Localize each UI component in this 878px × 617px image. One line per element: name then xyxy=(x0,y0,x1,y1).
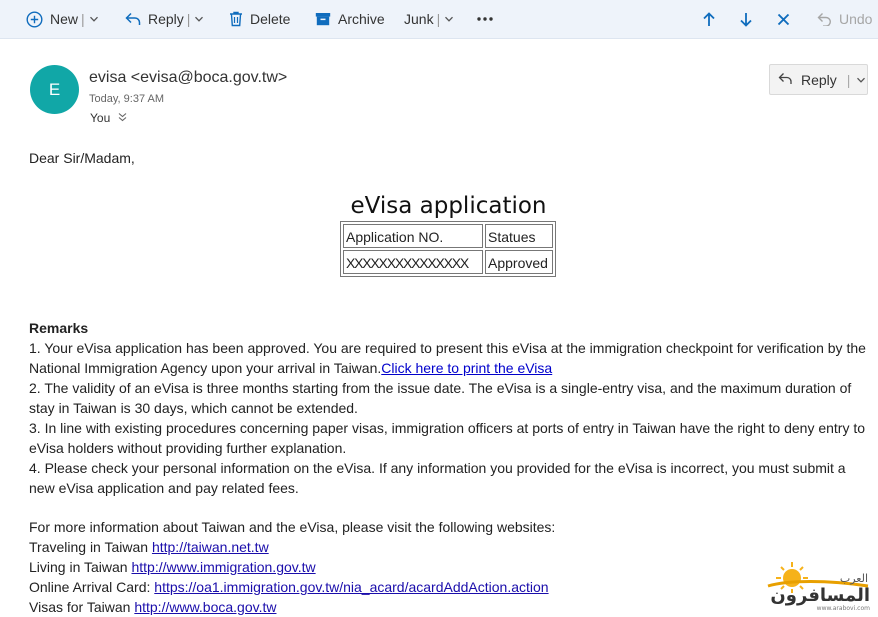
remarks-section xyxy=(29,318,869,498)
chevron-down-icon[interactable] xyxy=(194,14,204,24)
reply-button-label: Reply xyxy=(801,71,837,88)
table-header-row xyxy=(343,224,553,248)
evisa-title: eVisa application xyxy=(350,193,547,219)
remark-item: 2. The validity of an eVisa is three months starting from the issue date. The eVisa is a single-entry visa, and the maximum duration of stay in Taiwan is 30 days, which cannot be extended. xyxy=(29,380,852,416)
junk-label: Junk xyxy=(404,11,434,27)
remark-item xyxy=(29,338,869,378)
close-icon xyxy=(777,13,790,26)
new-button[interactable] xyxy=(26,0,99,38)
archive-label: Archive xyxy=(338,11,385,27)
more-actions-button[interactable] xyxy=(477,0,493,38)
status-value: Approved xyxy=(485,250,553,274)
application-status-table xyxy=(340,221,556,277)
divider: | xyxy=(186,11,191,27)
chevron-down-icon[interactable] xyxy=(444,14,454,24)
message-timestamp: Today, 9:37 AM xyxy=(89,93,165,105)
link-row xyxy=(29,537,869,557)
archive-button[interactable] xyxy=(315,0,385,38)
recipient-name: You xyxy=(90,111,111,125)
reply-arrow-icon xyxy=(778,72,793,88)
trash-icon xyxy=(229,11,243,27)
arrow-down-icon xyxy=(739,12,753,27)
watermark-logo xyxy=(764,556,874,612)
immigration-link[interactable]: http://www.immigration.gov.tw xyxy=(131,559,316,575)
divider: | xyxy=(846,71,851,88)
print-evisa-link[interactable]: Click here to print the eVisa xyxy=(381,360,553,376)
application-number-redacted: XXXXXXXXXXXXXXX xyxy=(343,250,483,274)
remark-1-text: 1. Your eVisa application has been approved. You are required to present this eVisa at the immigration checkpoint for verification by the National Immigration Agency upon your arrival in Taiwan. xyxy=(29,340,866,376)
link-label: Visas for Taiwan xyxy=(29,599,135,615)
undo-icon xyxy=(817,12,832,26)
reply-button[interactable] xyxy=(769,64,868,95)
new-label: New xyxy=(50,11,79,27)
more-info-section xyxy=(29,517,869,617)
ellipsis-icon xyxy=(477,17,493,21)
greeting: Dear Sir/Madam, xyxy=(29,150,135,166)
reply-toolbar-button[interactable] xyxy=(125,0,204,38)
link-label: Living in Taiwan xyxy=(29,559,132,575)
delete-label: Delete xyxy=(250,11,291,27)
header-application-no: Application NO. xyxy=(343,224,483,248)
reply-label: Reply xyxy=(148,11,184,27)
watermark-text-main: المسافرون xyxy=(770,585,870,606)
boca-link[interactable]: http://www.boca.gov.tw xyxy=(134,599,277,615)
previous-message-button[interactable] xyxy=(702,0,716,38)
remark-item: 4. Please check your personal information on the eVisa. If any information you provided for the eVisa is incorrect, you must submit a new eVisa application and pay related fees. xyxy=(29,460,846,496)
link-row xyxy=(29,597,869,617)
sun-logo-icon xyxy=(764,556,874,612)
reply-arrow-icon xyxy=(125,12,141,26)
close-button[interactable] xyxy=(777,0,790,38)
junk-button[interactable] xyxy=(404,0,454,38)
delete-button[interactable] xyxy=(229,0,290,38)
arrival-card-link[interactable]: https://oa1.immigration.gov.tw/nia_acard/acardAddAction.action xyxy=(154,579,549,595)
more-info-text: For more information about Taiwan and the eVisa, please visit the following websites: xyxy=(29,519,556,535)
next-message-button[interactable] xyxy=(739,0,753,38)
undo-label: Undo xyxy=(839,11,873,27)
expand-chevron-icon[interactable] xyxy=(110,111,127,125)
link-row xyxy=(29,577,869,597)
remarks-title: Remarks xyxy=(29,320,89,336)
watermark-url: www.arabovi.com xyxy=(816,605,870,612)
undo-button[interactable] xyxy=(817,0,872,38)
plus-circle-icon xyxy=(26,11,43,28)
link-row xyxy=(29,557,869,577)
header-status: Statues xyxy=(485,224,553,248)
command-bar xyxy=(0,0,878,39)
recipients-row[interactable] xyxy=(90,111,127,125)
watermark-text-top: العرب xyxy=(839,572,868,585)
link-label: Traveling in Taiwan xyxy=(29,539,152,555)
remark-item: 3. In line with existing procedures concerning paper visas, immigration officers at ports of entry in Taiwan have the right to deny entry to eVisa holders without providing further explanation. xyxy=(29,420,866,456)
taiwan-travel-link[interactable]: http://taiwan.net.tw xyxy=(151,539,269,555)
arrow-up-icon xyxy=(702,12,716,27)
avatar[interactable]: E xyxy=(30,65,79,114)
table-row xyxy=(343,250,553,274)
archive-box-icon xyxy=(315,12,331,26)
link-label: Online Arrival Card: xyxy=(29,579,155,595)
divider: | xyxy=(436,11,441,27)
chevron-down-icon[interactable] xyxy=(89,14,99,24)
divider: | xyxy=(81,11,85,27)
sender-address[interactable]: evisa <evisa@boca.gov.tw> xyxy=(89,69,288,86)
chevron-down-icon[interactable] xyxy=(856,72,866,88)
